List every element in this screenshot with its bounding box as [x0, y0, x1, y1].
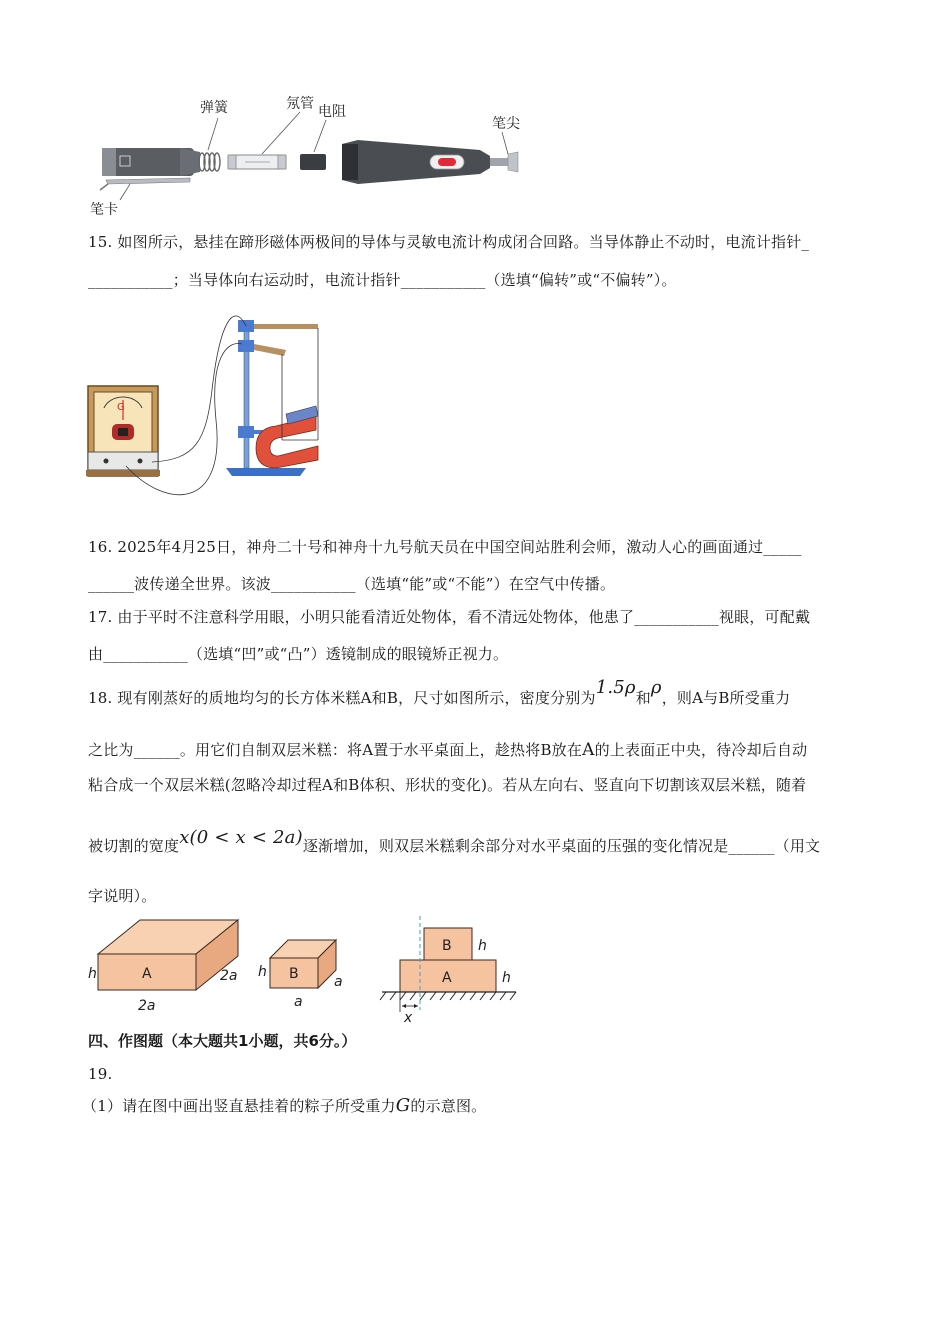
q18-line3: 粘合成一个双层米糕(忽略冷却过程A和B体积、形状的变化)。若从左向右、竖直向下切割该双层米糕，随着 [88, 776, 807, 794]
density-a: 1.5ρ [595, 677, 636, 698]
pen-clip [100, 178, 190, 190]
q19-sub1: （1）请在图中画出竖直悬挂着的粽子所受重力G的示意图。 [82, 1095, 487, 1116]
stack-top-name: B [442, 938, 452, 954]
induction-apparatus-figure [86, 300, 336, 510]
q18-line2: 之比为______。用它们自制双层米糕：将A置于水平桌面上，趁热将B放在A的上表面正中央，待冷却后自动 [88, 740, 808, 760]
block-b-name: B [289, 966, 299, 982]
neon-tube-label: 氖管 [286, 96, 314, 112]
q16-blank-1a[interactable]: _____ [763, 538, 802, 556]
q18-blank-1[interactable]: ______ [133, 741, 180, 759]
block-a-width: 2a [138, 998, 156, 1014]
q16-blank-1b[interactable]: ______ [88, 575, 135, 593]
galvanometer [86, 386, 160, 476]
pen-tip-label: 笔尖 [492, 116, 520, 132]
q17-line2: 由___________（选填“凹”或“凸”）透镜制成的眼镜矫正视力。 [88, 645, 509, 663]
cut-width-x: x [404, 1010, 413, 1024]
test-pen-figure [90, 92, 530, 217]
spring-label: 弹簧 [200, 100, 228, 116]
q17-line1: 17. 由于平时不注意科学用眼，小明只能看清近处物体，看不清远处物体，他患了___________视眼，可配戴 [88, 608, 811, 626]
q15-blank-2[interactable]: ___________ [400, 271, 486, 289]
q16-line2: ______波传递全世界。该波___________（选填“能”或“不能”）在空气中传播。 [88, 575, 616, 593]
q15-line2: ___________；当导体向右运动时，电流计指针___________（选填“偏转”或“不偏转”）。 [88, 271, 677, 289]
stack-bottom-h: h [502, 970, 511, 986]
q19-number: 19. [88, 1065, 113, 1083]
rice-cake-figure [84, 914, 524, 1024]
section-4-title: 四、作图题（本大题共1小题，共6分。） [88, 1032, 357, 1050]
gravity-symbol: G [395, 1095, 411, 1116]
block-a [98, 920, 238, 990]
block-b-depth: a [334, 974, 343, 990]
stack-bottom-name: A [442, 970, 452, 986]
q16-blank-2[interactable]: ___________ [271, 575, 356, 593]
pen-body-rear [102, 148, 200, 176]
q15-blank-1[interactable]: ___________ [88, 271, 173, 289]
q17-blank-1[interactable]: ___________ [634, 608, 719, 626]
block-b-width: a [294, 994, 303, 1010]
q15-line1: 15. 如图所示，悬挂在蹄形磁体两极间的导体与灵敏电流计构成闭合回路。当导体静止不动时，电流计指针_ [88, 233, 810, 251]
q17-blank-2[interactable]: ___________ [103, 645, 188, 663]
spring [199, 153, 220, 171]
block-b-h: h [258, 964, 267, 980]
block-a-depth: 2a [220, 968, 238, 984]
horseshoe-magnet [256, 406, 318, 468]
pen-clip-label: 笔卡 [90, 202, 118, 217]
density-b: ρ [650, 677, 662, 698]
neon-tube [228, 155, 286, 169]
q18-blank-2[interactable]: ______ [728, 837, 775, 855]
q18-line5: 字说明）。 [88, 887, 157, 905]
cut-width-range: x(0 < x < 2a) [179, 827, 303, 848]
q18-line4: 被切割的宽度x(0 < x < 2a)逐渐增加，则双层米糕剩余部分对水平桌面的压强的变化情况是______（用文 [88, 827, 821, 855]
block-a-h: h [88, 966, 97, 982]
q16-line1: 16. 2025年4月25日，神舟二十号和神舟十九号航天员在中国空间站胜利会师，激动人心的画面通过_____ [88, 538, 802, 556]
galvanometer-g-label: G [117, 402, 125, 413]
resistor [300, 154, 326, 170]
block-b [270, 940, 336, 988]
stack-top-h: h [478, 938, 487, 954]
block-a-name: A [142, 966, 152, 982]
resistor-label: 电阻 [318, 104, 346, 120]
q18-line1: 18. 现有刚蒸好的质地均匀的长方体米糕A和B，尺寸如图所示，密度分别为1.5ρ和ρ，则A与B所受重力 [88, 677, 791, 707]
pen-body-front [342, 140, 518, 184]
